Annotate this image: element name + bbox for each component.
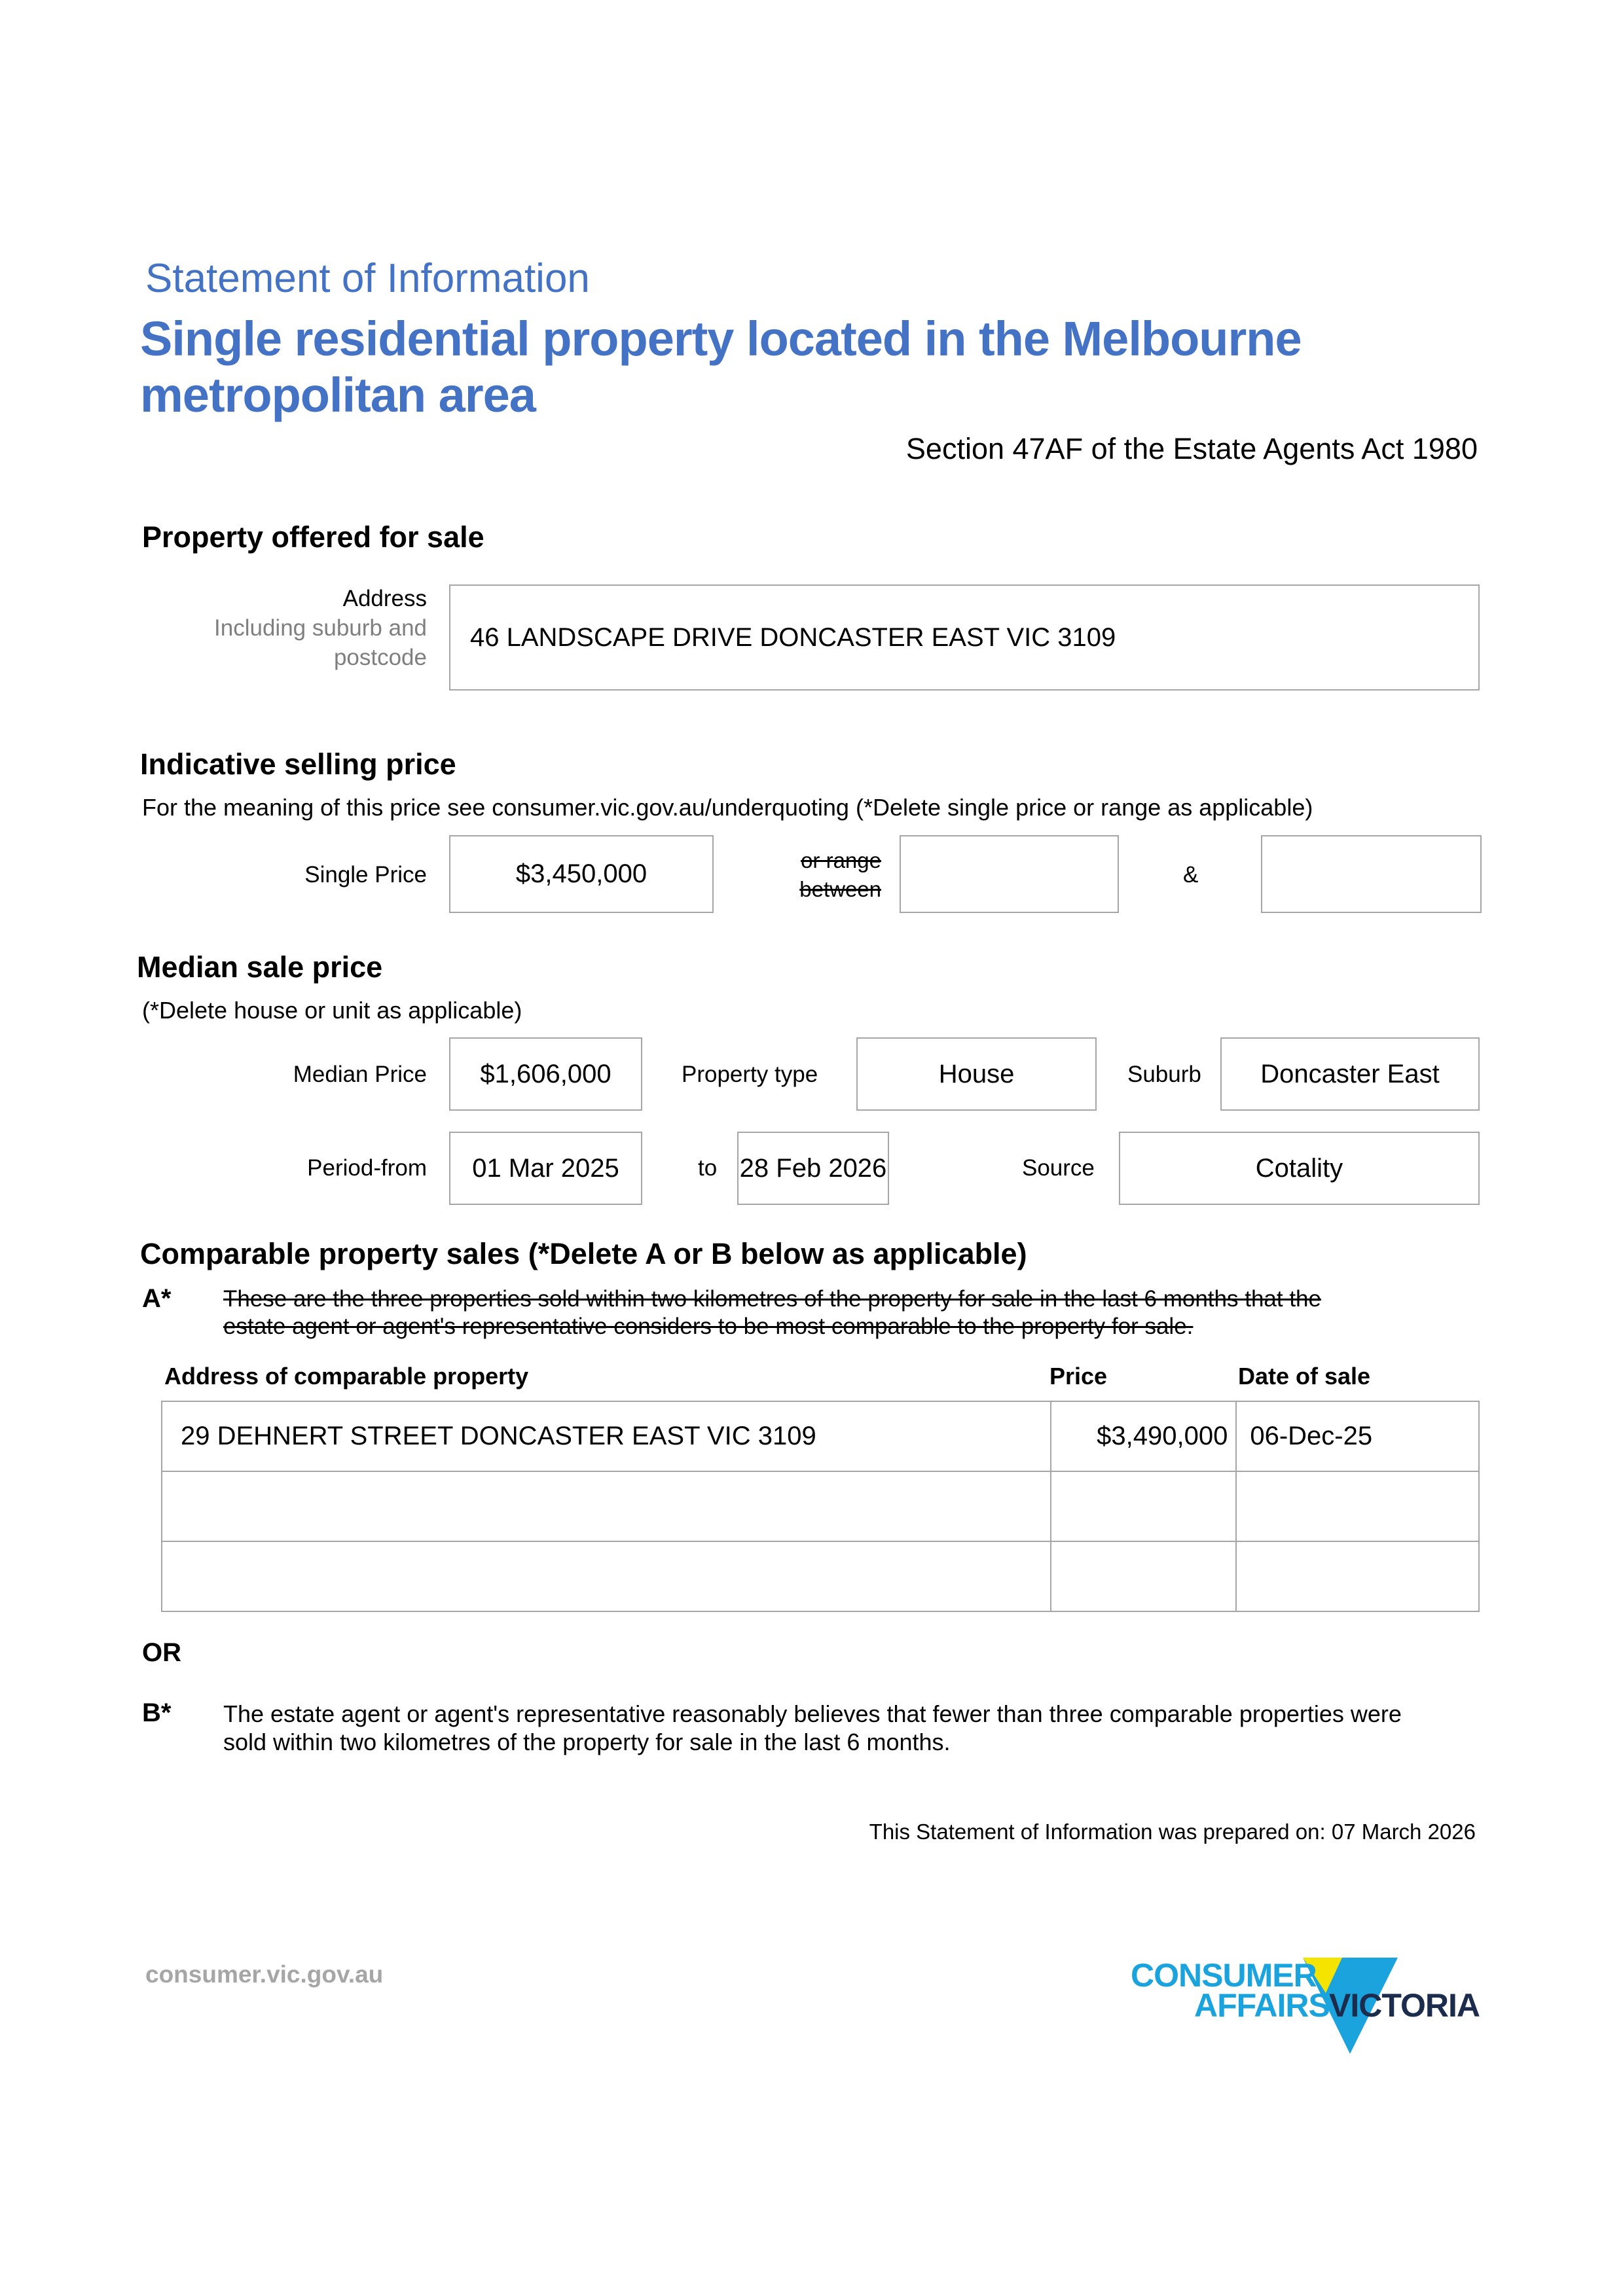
table-row (162, 1541, 1479, 1611)
median-price-field[interactable] (449, 1037, 642, 1111)
period-to-field[interactable] (737, 1132, 889, 1205)
single-price-field[interactable] (449, 835, 714, 913)
source-value: Cotality (1255, 1153, 1343, 1183)
logo-consumer-text: CONSUMER (1131, 1957, 1317, 1994)
address-hint-line2: postcode (333, 645, 427, 670)
single-price-label: Single Price (304, 862, 427, 888)
suburb-field[interactable] (1220, 1037, 1480, 1111)
address-field[interactable] (449, 584, 1480, 691)
option-b-marker: B* (142, 1698, 172, 1727)
property-offered-heading: Property offered for sale (142, 520, 484, 554)
median-heading: Median sale price (137, 950, 383, 984)
period-from-value: 01 Mar 2025 (472, 1153, 619, 1183)
period-from-field[interactable] (449, 1132, 642, 1205)
source-label: Source (1022, 1155, 1095, 1181)
comparable-price-cell[interactable] (1051, 1541, 1236, 1611)
address-value: 46 LANDSCAPE DRIVE DONCASTER EAST VIC 3109 (470, 622, 1116, 652)
single-price-value: $3,450,000 (515, 859, 647, 888)
median-price-value: $1,606,000 (480, 1059, 611, 1088)
address-label: Address (342, 586, 427, 611)
table-row (162, 1401, 1479, 1471)
range-to-field[interactable] (1261, 835, 1482, 913)
comparable-sales-table (161, 1401, 1480, 1612)
document-title-line1: Single residential property located in the Melbourne (140, 312, 1302, 366)
property-type-label: Property type (682, 1062, 818, 1087)
document-subtitle: Statement of Information (145, 256, 590, 301)
comparable-address-cell[interactable] (162, 1541, 1051, 1611)
col-header-price: Price (1049, 1363, 1108, 1390)
median-note: (*Delete house or unit as applicable) (142, 997, 522, 1024)
range-from-field[interactable] (900, 835, 1119, 913)
comparable-date-cell[interactable]: 06-Dec-25 (1236, 1401, 1479, 1471)
table-row (162, 1471, 1479, 1541)
footer-website[interactable]: consumer.vic.gov.au (145, 1961, 384, 1988)
suburb-label: Suburb (1127, 1062, 1201, 1087)
option-b-text-line1: The estate agent or agent's representative reasonably believes that fewer than three comparable properties were (223, 1700, 1402, 1727)
comparable-heading: Comparable property sales (*Delete A or B below as applicable) (140, 1237, 1027, 1270)
period-from-label: Period-from (307, 1155, 427, 1181)
logo-affairs-text: AFFAIRS (1194, 1987, 1330, 2024)
option-a-marker: A* (142, 1284, 172, 1313)
option-a-text-line1: These are the three properties sold within two kilometres of the property for sale in the last 6 months that the (223, 1286, 1321, 1312)
comparable-address-cell[interactable]: 29 DEHNERT STREET DONCASTER EAST VIC 3109 (162, 1401, 1051, 1471)
source-field[interactable] (1119, 1132, 1480, 1205)
document-title-line2: metropolitan area (140, 368, 536, 422)
range-label-line1: or range (801, 848, 881, 872)
col-header-date: Date of sale (1238, 1363, 1371, 1390)
indicative-price-heading: Indicative selling price (140, 747, 456, 781)
consumer-affairs-victoria-logo (1126, 1947, 1483, 2062)
indicative-price-note: For the meaning of this price see consumer.vic.gov.au/underquoting (*Delete single price or range as applicable) (142, 794, 1313, 821)
option-a-text-line2: estate agent or agent's representative considers to be most comparable to the property for sale. (223, 1314, 1194, 1339)
col-header-address: Address of comparable property (164, 1363, 529, 1390)
and-label: & (1183, 862, 1199, 888)
prepared-on-text: This Statement of Information was prepared on: 07 March 2026 (869, 1820, 1476, 1844)
to-label: to (698, 1155, 718, 1181)
address-hint-line1: Including suburb and (214, 615, 427, 641)
range-label-line2: between (799, 877, 881, 901)
median-price-label: Median Price (293, 1062, 427, 1087)
logo-victoria-text: VICTORIA (1329, 1987, 1480, 2024)
period-to-value: 28 Feb 2026 (739, 1153, 887, 1183)
property-type-value: House (938, 1059, 1015, 1088)
option-b-text-line2: sold within two kilometres of the property for sale in the last 6 months. (223, 1729, 951, 1755)
comparable-date-cell[interactable] (1236, 1541, 1479, 1611)
comparable-date-cell[interactable] (1236, 1471, 1479, 1541)
comparable-price-cell[interactable]: $3,490,000 (1051, 1401, 1236, 1471)
suburb-value: Doncaster East (1260, 1059, 1440, 1088)
property-type-field[interactable] (856, 1037, 1097, 1111)
comparable-address-cell[interactable] (162, 1471, 1051, 1541)
act-reference: Section 47AF of the Estate Agents Act 1980 (905, 432, 1478, 465)
or-label: OR (142, 1638, 181, 1667)
comparable-price-cell[interactable] (1051, 1471, 1236, 1541)
